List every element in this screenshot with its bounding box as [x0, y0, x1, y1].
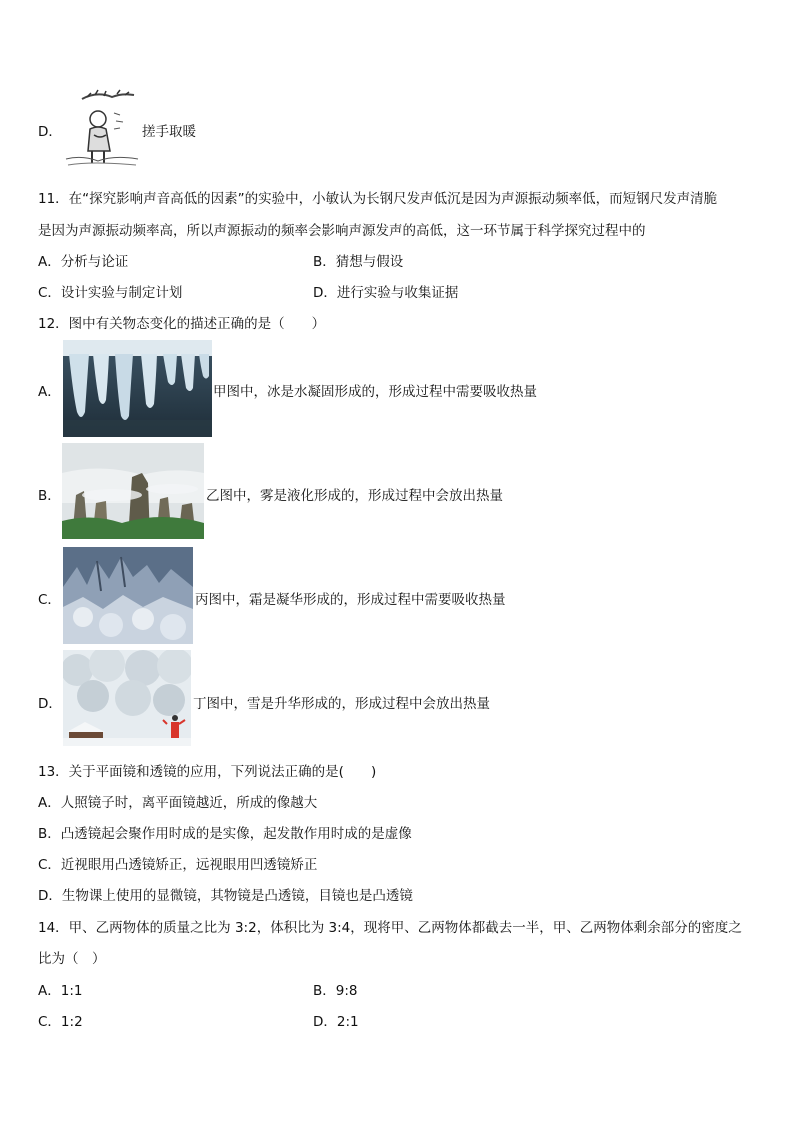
q12-option-d-text: 丁图中，雪是升华形成的，形成过程中会放出热量	[193, 696, 490, 712]
q14-option-b: B．9:8	[313, 983, 358, 999]
q11-option-c: C．设计实验与制定计划	[38, 285, 183, 301]
q14-option-c: C．1:2	[38, 1014, 83, 1030]
q12-option-b-text: 乙图中，雾是液化形成的，形成过程中会放出热量	[206, 488, 503, 504]
q12-option-d-letter: D．	[38, 696, 62, 712]
q13-option-d: D．生物课上使用的显微镜，其物镜是凸透镜，目镜也是凸透镜	[38, 888, 413, 904]
fog-mountains-photo	[62, 443, 204, 539]
frost-photo	[63, 547, 193, 644]
q11-stem-line2: 是因为声源振动频率高，所以声源振动的频率会影响声源发声的高低，这一环节属于科学探究过程中的	[38, 223, 646, 239]
q14-option-d: D．2:1	[313, 1014, 359, 1030]
icicles-photo	[63, 340, 212, 437]
q12-stem: 12．图中有关物态变化的描述正确的是（ ）	[38, 316, 326, 332]
q12-option-b-letter: B．	[38, 488, 61, 504]
q12-option-c-letter: C．	[38, 592, 61, 608]
q12-option-a-text: 甲图中，冰是水凝固形成的，形成过程中需要吸收热量	[213, 384, 537, 400]
q14-stem-line2: 比为（ ）	[38, 951, 106, 967]
q11-option-b: B．猜想与假设	[313, 254, 404, 270]
q11-option-d: D．进行实验与收集证据	[313, 285, 459, 301]
q10-option-d-text: 搓手取暖	[142, 124, 196, 140]
q13-stem: 13．关于平面镜和透镜的应用，下列说法正确的是( )	[38, 764, 377, 780]
q12-option-a-letter: A．	[38, 384, 61, 400]
q12-option-c-text: 丙图中，霜是凝华形成的，形成过程中需要吸收热量	[195, 592, 506, 608]
q13-option-c: C．近视眼用凸透镜矫正，远视眼用凹透镜矫正	[38, 857, 318, 873]
q11-option-a: A．分析与论证	[38, 254, 129, 270]
q13-option-a: A．人照镜子时，离平面镜越近，所成的像越大	[38, 795, 318, 811]
q14-stem-line1: 14．甲、乙两物体的质量之比为 3:2，体积比为 3:4，现将甲、乙两物体都截去一半，甲、乙两物体剩余部分的密度之	[38, 920, 742, 936]
snow-photo	[63, 650, 191, 746]
q11-stem-line1: 11．在“探究影响声音高低的因素”的实验中，小敏认为长钢尺发声低沉是因为声源振动频率低，而短钢尺发声清脆	[38, 191, 718, 207]
rubbing-hands-illustration	[62, 89, 142, 167]
q14-option-a: A．1:1	[38, 983, 83, 999]
q13-option-b: B．凸透镜起会聚作用时成的是实像，起发散作用时成的是虚像	[38, 826, 412, 842]
q10-option-d-letter: D．	[38, 124, 62, 140]
